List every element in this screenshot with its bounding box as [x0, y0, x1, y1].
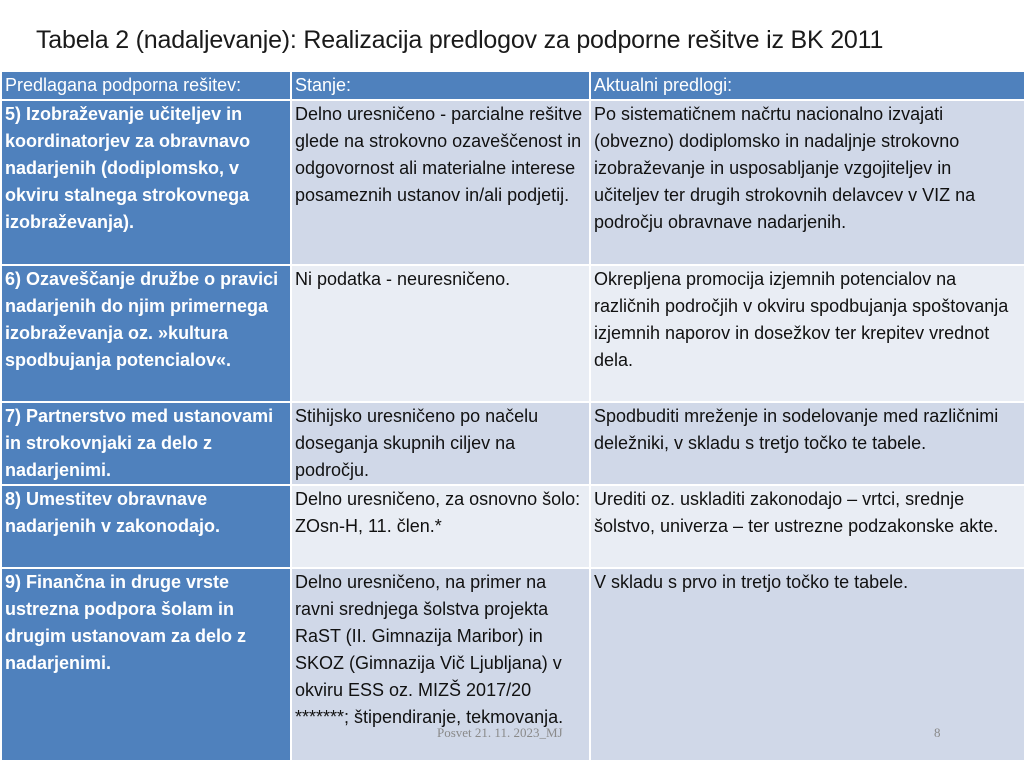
status-cell: Delno uresničeno - parcialne rešitve glede na strokovno ozaveščenost in odgovornost ali materialne interese posameznih ustanov in/ali podjetij. — [291, 100, 590, 265]
table-row — [1, 402, 1024, 485]
table-header-row — [1, 71, 1024, 100]
status-cell: Stihijsko uresničeno po načelu doseganja skupnih ciljev na področju. — [291, 402, 590, 485]
page-number: 8 — [934, 725, 941, 740]
slide-title: Tabela 2 (nadaljevanje): Realizacija predlogov za podporne rešitve iz BK 2011 — [36, 26, 884, 54]
header-proposals: Aktualni predlogi: — [590, 71, 1024, 100]
table-row — [1, 100, 1024, 265]
solution-cell: 6) Ozaveščanje družbe o pravici nadarjenih do njim primernega izobraževanja oz. »kultura spodbujanja potencialov«. — [1, 265, 291, 402]
proposals-table-container — [0, 70, 1024, 762]
solution-cell: 5) Izobraževanje učiteljev in koordinatorjev za obravnavo nadarjenih (dodiplomsko, v okviru stalnega strokovnega izobraževanja). — [1, 100, 291, 265]
solution-cell: 7) Partnerstvo med ustanovami in strokovnjaki za delo z nadarjenimi. — [1, 402, 291, 485]
proposal-cell: V skladu s prvo in tretjo točko te tabele. — [590, 568, 1024, 761]
status-cell: Delno uresničeno, za osnovno šolo: ZOsn-H, 11. člen.* — [291, 485, 590, 568]
proposal-cell: Po sistematičnem načrtu nacionalno izvajati (obvezno) dodiplomsko in nadaljnje strokovno izobraževanje in usposabljanje vzgojiteljev in učiteljev ter drugih strokovnih delavcev v VIZ na področju obravnave nadarjenih. — [590, 100, 1024, 265]
status-cell: Delno uresničeno, na primer na ravni srednjega šolstva projekta RaST (II. Gimnazija Maribor) in SKOZ (Gimnazija Vič Ljubljana) v okviru ESS oz. MIZŠ 2017/20 *******; štipendiranje, tekmovanja. — [291, 568, 590, 761]
status-cell: Ni podatka - neuresničeno. — [291, 265, 590, 402]
table-row — [1, 265, 1024, 402]
solution-cell: 8) Umestitev obravnave nadarjenih v zakonodajo. — [1, 485, 291, 568]
proposals-table — [0, 70, 1024, 762]
header-status: Stanje: — [291, 71, 590, 100]
proposal-cell: Spodbuditi mreženje in sodelovanje med različnimi deležniki, v skladu s tretjo točko te tabele. — [590, 402, 1024, 485]
solution-cell: 9) Finančna in druge vrste ustrezna podpora šolam in drugim ustanovam za delo z nadarjenimi. — [1, 568, 291, 761]
proposal-cell: Okrepljena promocija izjemnih potencialov na različnih področjih v okviru spodbujanja spoštovanja izjemnih naporov in dosežkov ter krepitev vrednot dela. — [590, 265, 1024, 402]
footer-text: Posvet 21. 11. 2023_MJ — [437, 725, 563, 740]
table-row — [1, 485, 1024, 568]
proposal-cell: Urediti oz. uskladiti zakonodajo – vrtci, srednje šolstvo, univerza – ter ustrezne podzakonske akte. — [590, 485, 1024, 568]
header-solution: Predlagana podporna rešitev: — [1, 71, 291, 100]
